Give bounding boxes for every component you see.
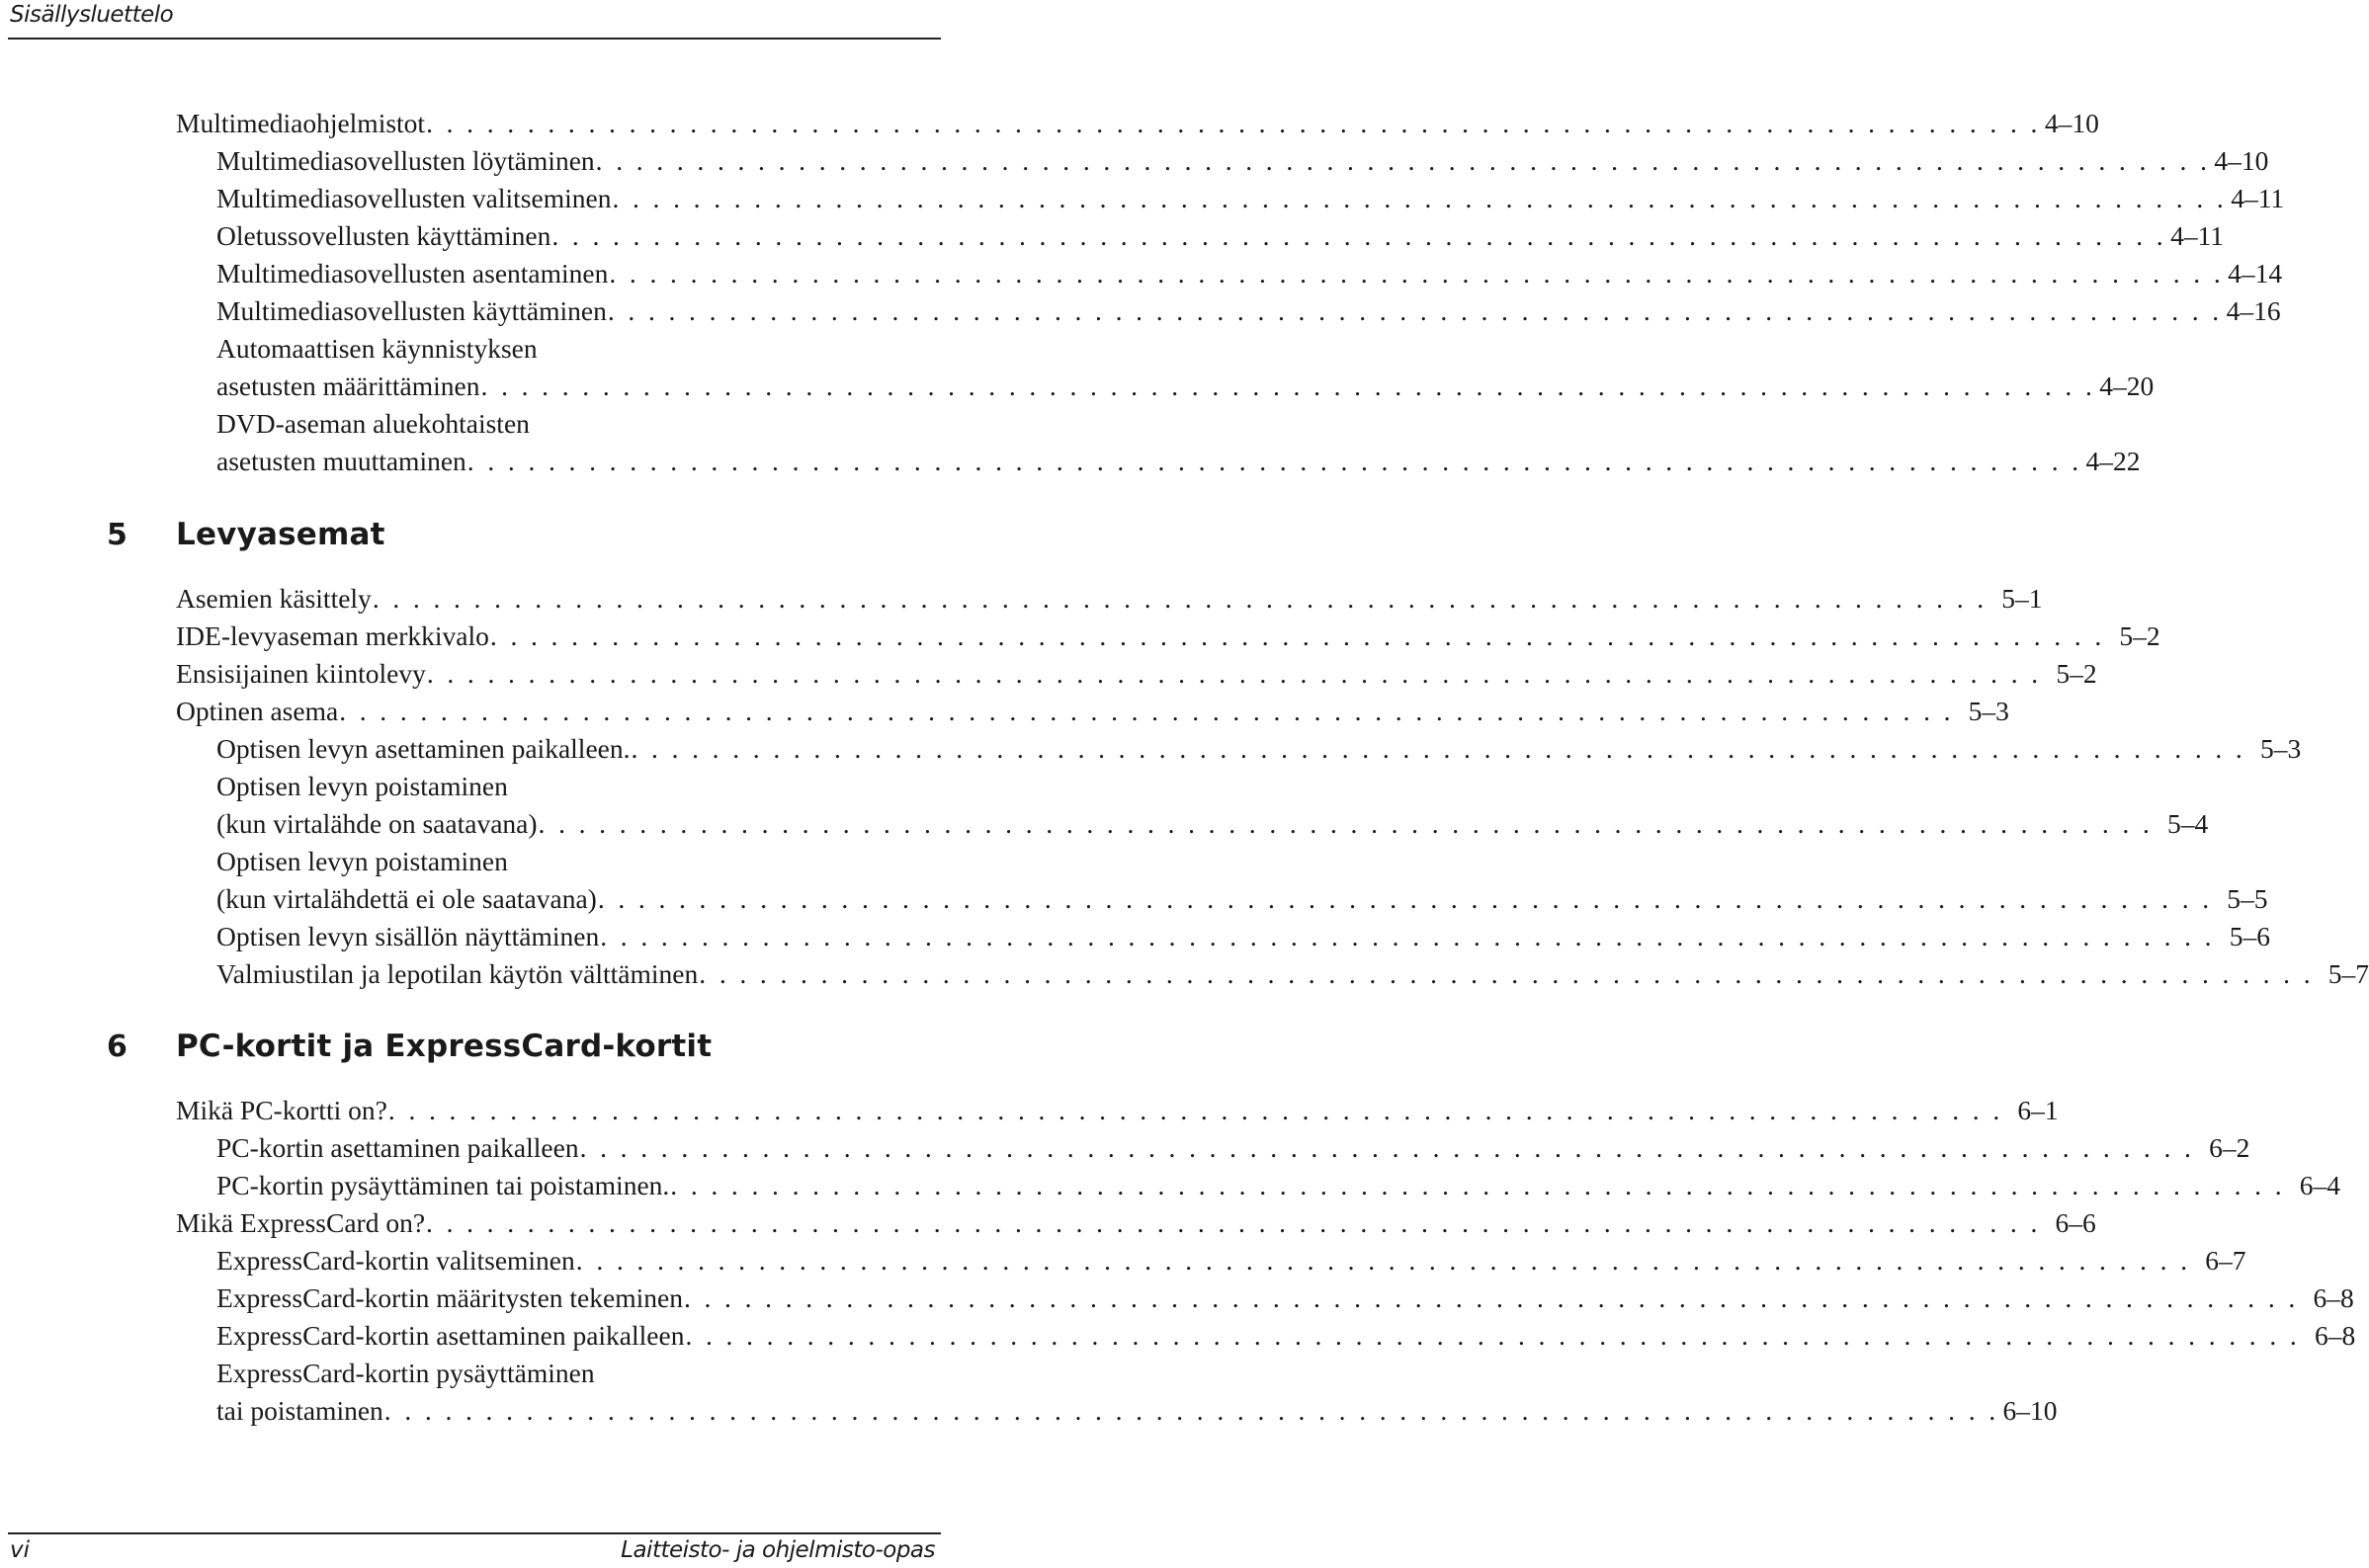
dot-leader: . . . . . . . . . . . . . . . . . . . . . . . . . . . . . . . . . . . . . . . . . . . . . . . . . . . . . . . . . . . . . . . . . . . . . . . . . . . . . . . . [538,808,2154,839]
dot-leader: . . . . . . . . . . . . . . . . . . . . . . . . . . . . . . . . . . . . . . . . . . . . . . . . . . . . . . . . . . . . . . . . . . . . . . . . . . . . . . . . [699,958,2314,989]
dot-leader: . . . . . . . . . . . . . . . . . . . . . . . . . . . . . . . . . . . . . . . . . . . . . . . . . . . . . . . . . . . . . . . . . . . . . . . . . . . . . . . . [670,1170,2286,1200]
toc-entry-page: 4–10 [2044,108,2099,138]
toc-entry-title: Optinen asema [176,696,339,726]
toc-entry-page: 6–8 [2313,1282,2354,1313]
toc-entry-page: 6–8 [2314,1320,2356,1351]
chapter-number: 5 [107,518,127,552]
toc-entry-title: PC-kortin pysäyttäminen tai poistaminen. [216,1170,670,1200]
toc-entry[interactable] [216,805,2209,843]
toc-entry-title: Multimediasovellusten löytäminen [216,145,595,176]
toc-entry-page: 4–11 [2231,183,2285,213]
toc-entry-page: 5–1 [2001,583,2043,614]
toc-entry-title: asetusten määrittäminen [216,371,480,401]
toc-entry-title: Valmiustilan ja lepotilan käytön välttäminen [216,958,699,989]
toc-entry[interactable] [216,1242,2246,1279]
toc-entry-page: 5–5 [2227,883,2268,914]
toc-entry-title: PC-kortin asettaminen paikalleen [216,1132,579,1163]
toc-entry-title: Optisen levyn asettaminen paikalleen. [216,733,631,764]
toc-entry-page: 5–2 [2119,620,2160,651]
toc-entry-page: 5–3 [2259,733,2302,764]
toc-entry-page: 5–6 [2229,921,2270,951]
dot-leader: . . . . . . . . . . . . . . . . . . . . . . . . . . . . . . . . . . . . . . . . . . . . . . . . . . . . . . . . . . . . . . . . . . . . . . . . . . . . . . . . [609,258,2225,289]
toc-entry[interactable] [176,105,2099,142]
toc-entry-title-line1: DVD-aseman aluekohtaisten [216,408,530,439]
toc-entry-page: 6–4 [2299,1170,2341,1200]
chapter-title[interactable]: Levyasemat [176,517,385,552]
toc-entry-first-line[interactable] [216,843,508,880]
toc-entry-title-line1: Optisen levyn poistaminen [216,771,508,801]
toc-entry-title: (kun virtalähde on saatavana) [216,808,538,839]
toc-entry[interactable] [176,655,2097,693]
toc-entry[interactable] [216,955,2369,993]
dot-leader: . . . . . . . . . . . . . . . . . . . . . . . . . . . . . . . . . . . . . . . . . . . . . . . . . . . . . . . . . . . . . . . . . . . . . . . . . . . . . . . . [426,658,2042,689]
dot-leader: . . . . . . . . . . . . . . . . . . . . . . . . . . . . . . . . . . . . . . . . . . . . . . . . . . . . . . . . . . . . . . . . . . . . . . . . . . . . . . . . [600,921,2215,951]
toc-entry-title: Mikä PC-kortti on? [176,1095,387,1125]
page-number: vi [10,1537,31,1563]
toc-entry[interactable] [216,918,2270,955]
dot-leader: . . . . . . . . . . . . . . . . . . . . . . . . . . . . . . . . . . . . . . . . . . . . . . . . . . . . . . . . . . . . . . . . . . . . . . . . . . . . . . . . [372,583,1988,614]
toc-entry-title: ExpressCard-kortin määritysten tekeminen [216,1282,683,1313]
dot-leader: . . . . . . . . . . . . . . . . . . . . . . . . . . . . . . . . . . . . . . . . . . . . . . . . . . . . . . . . . . . . . . . . . . . . . . . . . . . . . . . . [612,183,2228,213]
dot-leader: . . . . . . . . . . . . . . . . . . . . . . . . . . . . . . . . . . . . . . . . . . . . . . . . . . . . . . . . . . . . . . . . . . . . . . . . . . . . . . . . [339,696,1954,726]
toc-entry[interactable] [216,292,2281,330]
footer-book-title: Laitteisto- ja ohjelmisto-opas [621,1537,935,1563]
toc-entry-page: 6–2 [2209,1132,2250,1163]
toc-entry-page: 5–3 [1968,696,2009,726]
toc-entry-title: asetusten muuttaminen [216,446,466,476]
toc-entry-title: Mikä ExpressCard on? [176,1207,426,1238]
toc-entry[interactable] [216,730,2302,768]
dot-leader: . . . . . . . . . . . . . . . . . . . . . . . . . . . . . . . . . . . . . . . . . . . . . . . . . . . . . . . . . . . . . . . . . . . . . . . . . . . . . . . . [575,1245,2191,1276]
toc-entry-title: Asemien käsittely [176,583,372,614]
toc-entry-title: (kun virtalähdettä ei ole saatavana) [216,883,597,914]
toc-entry-page: 4–16 [2226,295,2281,326]
toc-entry[interactable] [216,880,2268,918]
toc-entry[interactable] [216,443,2141,480]
dot-leader: . . . . . . . . . . . . . . . . . . . . . . . . . . . . . . . . . . . . . . . . . . . . . . . . . . . . . . . . . . . . . . . . . . . . . . . . . . . . . . . . [685,1320,2301,1351]
toc-entry[interactable] [176,580,2043,618]
dot-leader: . . . . . . . . . . . . . . . . . . . . . . . . . . . . . . . . . . . . . . . . . . . . . . . . . . . . . . . . . . . . . . . . . . . . . . . . . . . . . . . . [551,220,2167,251]
toc-entry-title-line1: Optisen levyn poistaminen [216,846,508,876]
toc-entry-title: IDE-levyaseman merkkivalo [176,620,489,651]
dot-leader: . . . . . . . . . . . . . . . . . . . . . . . . . . . . . . . . . . . . . . . . . . . . . . . . . . . . . . . . . . . . . . . . . . . . . . . . . . . . . . . . [387,1095,2003,1125]
toc-entry[interactable] [216,180,2285,217]
toc-entry[interactable] [216,217,2225,255]
toc-entry-page: 6–6 [2055,1207,2096,1238]
header-rule [8,38,941,40]
toc-entry[interactable] [216,368,2155,405]
toc-entry-first-line[interactable] [216,330,538,368]
toc-entry[interactable] [216,1392,2058,1430]
toc-entry-page: 6–1 [2017,1095,2059,1125]
toc-entry-title: Multimediaohjelmistot [176,108,426,138]
toc-entry[interactable] [216,1279,2354,1317]
dot-leader: . . . . . . . . . . . . . . . . . . . . . . . . . . . . . . . . . . . . . . . . . . . . . . . . . . . . . . . . . . . . . . . . . . . . . . . . . . . . . . . . [426,108,2041,138]
toc-entry[interactable] [176,618,2160,655]
dot-leader: . . . . . . . . . . . . . . . . . . . . . . . . . . . . . . . . . . . . . . . . . . . . . . . . . . . . . . . . . . . . . . . . . . . . . . . . . . . . . . . . [480,371,2096,401]
toc-entry[interactable] [216,142,2269,180]
footer-rule [8,1532,941,1534]
toc-entry[interactable] [216,1317,2356,1355]
toc-entry[interactable] [216,1129,2250,1167]
toc-entry[interactable] [216,255,2283,292]
dot-leader: . . . . . . . . . . . . . . . . . . . . . . . . . . . . . . . . . . . . . . . . . . . . . . . . . . . . . . . . . . . . . . . . . . . . . . . . . . . . . . . . [579,1132,2195,1163]
toc-entry-page: 5–4 [2167,808,2209,839]
toc-entry-page: 4–10 [2214,145,2269,176]
toc-entry-title: ExpressCard-kortin valitseminen [216,1245,575,1276]
toc-entry-title: Multimediasovellusten valitseminen [216,183,612,213]
toc-entry-page: 6–7 [2205,1245,2246,1276]
dot-leader: . . . . . . . . . . . . . . . . . . . . . . . . . . . . . . . . . . . . . . . . . . . . . . . . . . . . . . . . . . . . . . . . . . . . . . . . . . . . . . . . [426,1207,2041,1238]
running-head-title: Sisällysluettelo [10,2,174,28]
dot-leader: . . . . . . . . . . . . . . . . . . . . . . . . . . . . . . . . . . . . . . . . . . . . . . . . . . . . . . . . . . . . . . . . . . . . . . . . . . . . . . . . [597,883,2213,914]
toc-entry[interactable] [216,1167,2341,1204]
toc-entry-title-line1: ExpressCard-kortin pysäyttäminen [216,1358,595,1388]
toc-entry-page: 4–22 [2085,446,2141,476]
toc-entry-title: tai poistaminen [216,1395,383,1426]
toc-entry-title: Oletussovellusten käyttäminen [216,220,551,251]
toc-entry-page: 4–11 [2170,220,2225,251]
toc-entry[interactable] [176,1204,2096,1242]
toc-entry-page: 4–20 [2099,371,2155,401]
toc-entry-first-line[interactable] [216,768,508,805]
toc-entry-title: Ensisijainen kiintolevy [176,658,426,689]
toc-entry-page: 5–7 [2327,958,2369,989]
chapter-number: 6 [107,1030,127,1064]
toc-entry-title: Multimediasovellusten asentaminen [216,258,609,289]
dot-leader: . . . . . . . . . . . . . . . . . . . . . . . . . . . . . . . . . . . . . . . . . . . . . . . . . . . . . . . . . . . . . . . . . . . . . . . . . . . . . . . . [683,1282,2299,1313]
toc-entry-title-line1: Automaattisen käynnistyksen [216,333,538,364]
toc-entry-title: Multimediasovellusten käyttäminen [216,295,607,326]
toc-entry-page: 5–2 [2056,658,2097,689]
toc-entry-first-line[interactable] [216,405,530,443]
dot-leader: . . . . . . . . . . . . . . . . . . . . . . . . . . . . . . . . . . . . . . . . . . . . . . . . . . . . . . . . . . . . . . . . . . . . . . . . . . . . . . . . [466,446,2082,476]
toc-entry-first-line[interactable] [216,1355,595,1392]
toc-entry-page: 6–10 [2002,1395,2058,1426]
chapter-title[interactable]: PC-kortit ja ExpressCard-kortit [176,1029,713,1064]
toc-entry[interactable] [176,1092,2059,1129]
dot-leader: . . . . . . . . . . . . . . . . . . . . . . . . . . . . . . . . . . . . . . . . . . . . . . . . . . . . . . . . . . . . . . . . . . . . . . . . . . . . . . . . [595,145,2211,176]
dot-leader: . . . . . . . . . . . . . . . . . . . . . . . . . . . . . . . . . . . . . . . . . . . . . . . . . . . . . . . . . . . . . . . . . . . . . . . . . . . . . . . . [607,295,2223,326]
toc-entry-title: ExpressCard-kortin asettaminen paikalleen [216,1320,685,1351]
dot-leader: . . . . . . . . . . . . . . . . . . . . . . . . . . . . . . . . . . . . . . . . . . . . . . . . . . . . . . . . . . . . . . . . . . . . . . . . . . . . . . . . [489,620,2105,651]
dot-leader: . . . . . . . . . . . . . . . . . . . . . . . . . . . . . . . . . . . . . . . . . . . . . . . . . . . . . . . . . . . . . . . . . . . . . . . . . . . . . . . . [631,733,2246,764]
toc-entry-title: Optisen levyn sisällön näyttäminen [216,921,600,951]
toc-entry[interactable] [176,693,2009,730]
dot-leader: . . . . . . . . . . . . . . . . . . . . . . . . . . . . . . . . . . . . . . . . . . . . . . . . . . . . . . . . . . . . . . . . . . . . . . . . . . . . . . . . [383,1395,1999,1426]
toc-entry-page: 4–14 [2228,258,2283,289]
